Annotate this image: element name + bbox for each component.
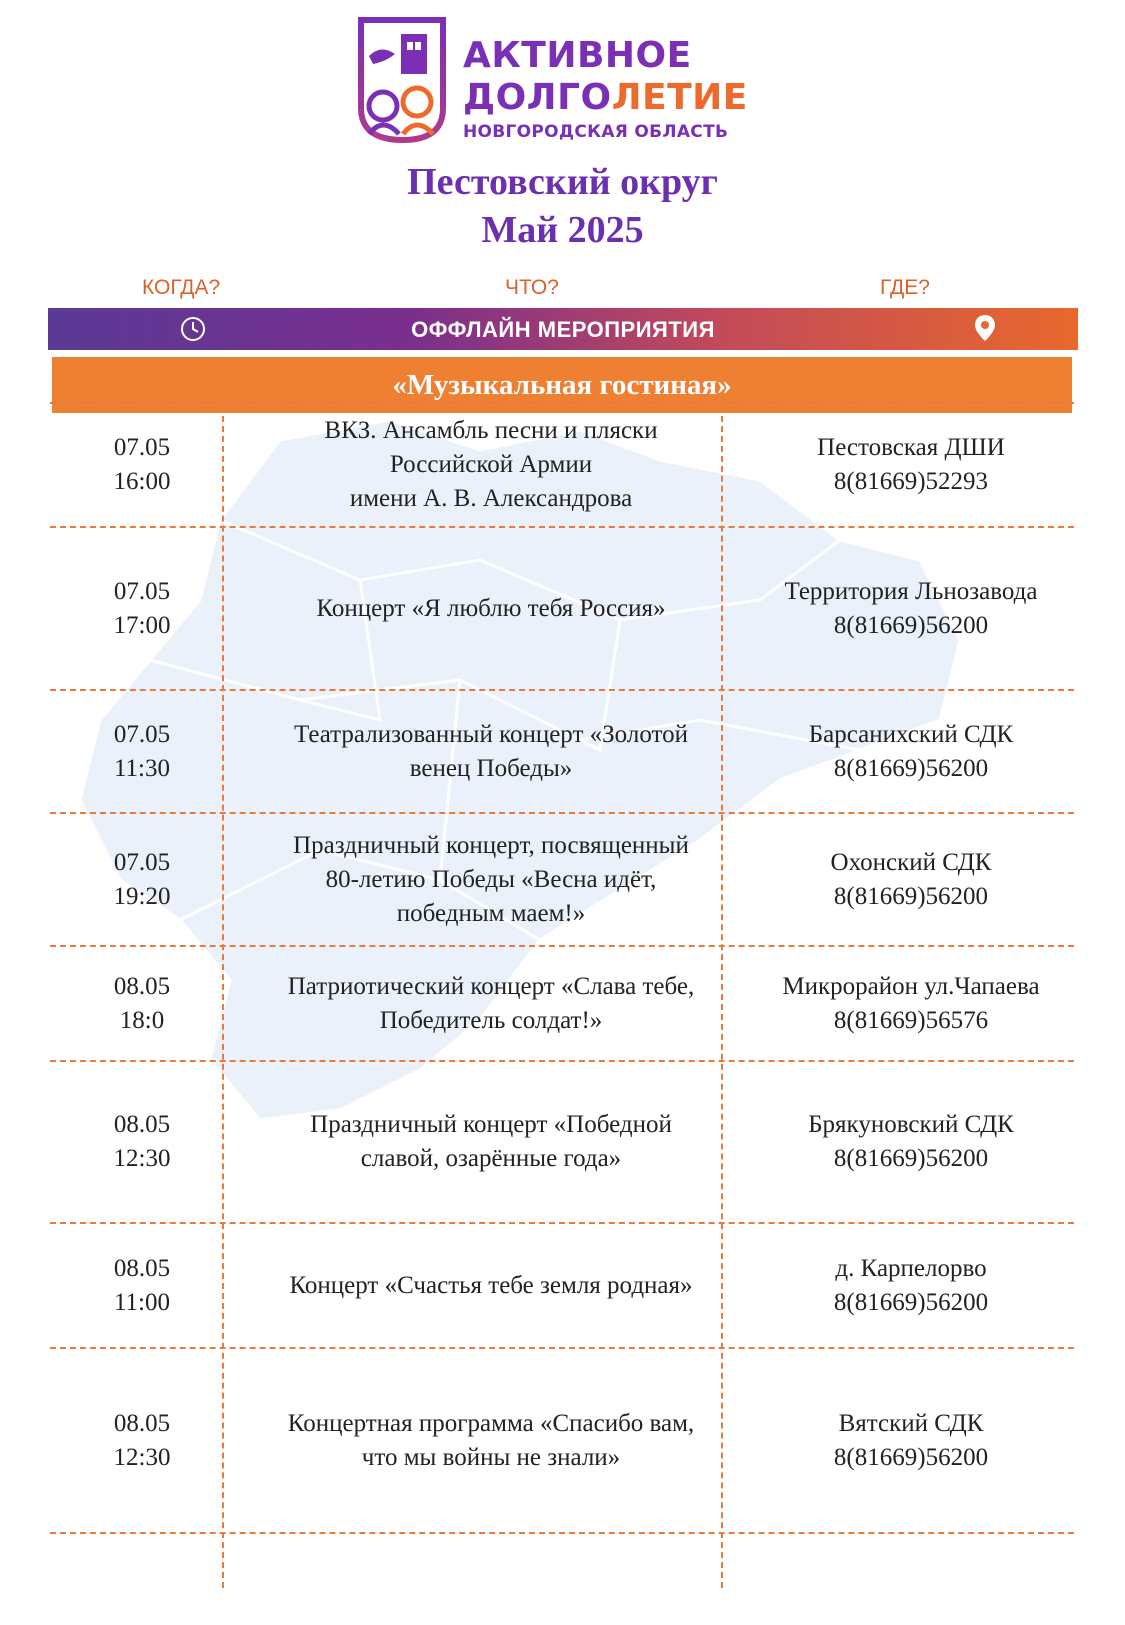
event-time: 12:30 — [113, 1145, 171, 1172]
event-phone: 8(81669)56576 — [833, 1006, 989, 1034]
page-title: Пестовский округ — [407, 161, 718, 203]
event-place: Брякуновский СДК — [808, 1111, 1014, 1138]
event-place: Вятский СДК — [838, 1409, 984, 1437]
logo-subtitle: НОВГОРОДСКАЯ ОБЛАСТЬ — [463, 122, 729, 142]
event-place: Микрорайон ул.Чапаева — [782, 972, 1040, 1000]
event-where — [750, 1349, 1072, 1532]
row-divider — [50, 1532, 1074, 1534]
event-time: 16:00 — [113, 468, 171, 495]
event-where — [750, 814, 1072, 945]
event-when — [52, 404, 232, 526]
event-title: Праздничный концерт «Победной славой, озарённые года» — [310, 1111, 672, 1172]
event-where — [750, 947, 1072, 1060]
event-time: 19:20 — [113, 882, 171, 910]
event-phone: 8(81669)56200 — [833, 1288, 989, 1316]
event-date: 08.05 — [113, 1111, 171, 1138]
logo-line2-part2: ЛЕТИЕ — [611, 77, 748, 118]
event-where — [750, 528, 1072, 689]
event-place: Пестовская ДШИ — [817, 434, 1005, 461]
event-date: 07.05 — [113, 848, 171, 876]
event-time: 17:00 — [113, 611, 171, 639]
offline-events-label: ОФФЛАЙН МЕРОПРИЯТИЯ — [411, 317, 715, 342]
column-header-when: КОГДА? — [142, 276, 221, 299]
event-place: Барсанихский СДК — [808, 720, 1014, 748]
event-where — [750, 1224, 1072, 1347]
event-what — [232, 947, 750, 1060]
event-phone: 8(81669)56200 — [833, 1145, 989, 1172]
event-phone: 8(81669)56200 — [833, 882, 989, 910]
event-what — [232, 814, 750, 945]
event-title: Праздничный концерт, посвященный 80-летию Победы «Весна идёт, победным маем!» — [293, 831, 689, 927]
event-title: Театрализованный концерт «Золотой венец Победы» — [294, 720, 688, 782]
event-date: 08.05 — [113, 1254, 171, 1282]
event-what — [232, 1349, 750, 1532]
event-what — [232, 691, 750, 812]
event-time: 11:00 — [113, 1288, 171, 1316]
event-date: 07.05 — [113, 434, 171, 461]
event-title: Концерт «Счастья тебе земля родная» — [289, 1271, 693, 1299]
event-title: Концерт «Я люблю тебя Россия» — [316, 594, 666, 622]
event-title: Концертная программа «Спасибо вам, что мы войны не знали» — [287, 1409, 695, 1471]
event-title: ВКЗ. Ансамбль песни и пляски Российской Армии имени А. В. Александрова — [324, 417, 658, 512]
event-what — [232, 528, 750, 689]
event-title: Патриотический концерт «Слава тебе, Победитель солдат!» — [287, 972, 695, 1034]
event-when — [52, 1224, 232, 1347]
event-date: 08.05 — [113, 972, 171, 1000]
event-where — [750, 691, 1072, 812]
event-date: 08.05 — [113, 1409, 171, 1437]
event-phone: 8(81669)56200 — [833, 754, 989, 782]
event-what — [232, 404, 750, 526]
event-date: 07.05 — [113, 720, 171, 748]
event-when — [52, 528, 232, 689]
event-when — [52, 814, 232, 945]
event-phone: 8(81669)56200 — [833, 611, 989, 639]
event-when — [52, 691, 232, 812]
event-when — [52, 1062, 232, 1222]
event-time: 18:0 — [119, 1006, 165, 1034]
event-when — [52, 947, 232, 1060]
event-what — [232, 1062, 750, 1222]
logo-line2-part1: ДОЛГО — [463, 77, 612, 118]
event-time: 11:30 — [113, 754, 171, 782]
column-header-where: ГДЕ? — [880, 276, 930, 299]
event-place: д. Карпелорво — [835, 1254, 987, 1282]
page-subtitle: Май 2025 — [481, 209, 644, 251]
event-place: Территория Льнозавода — [784, 577, 1038, 605]
event-phone: 8(81669)52293 — [833, 468, 989, 495]
logo-title-line1: АКТИВНОЕ — [463, 35, 692, 76]
event-when — [52, 1349, 232, 1532]
event-date: 07.05 — [113, 577, 171, 605]
section-title: «Музыкальная гостиная» — [52, 357, 1072, 413]
event-place: Охонский СДК — [830, 848, 992, 876]
event-phone: 8(81669)56200 — [833, 1443, 989, 1471]
column-header-what: ЧТО? — [505, 276, 559, 299]
event-where — [750, 404, 1072, 526]
event-what — [232, 1224, 750, 1347]
event-time: 12:30 — [113, 1443, 171, 1471]
event-where — [750, 1062, 1072, 1222]
